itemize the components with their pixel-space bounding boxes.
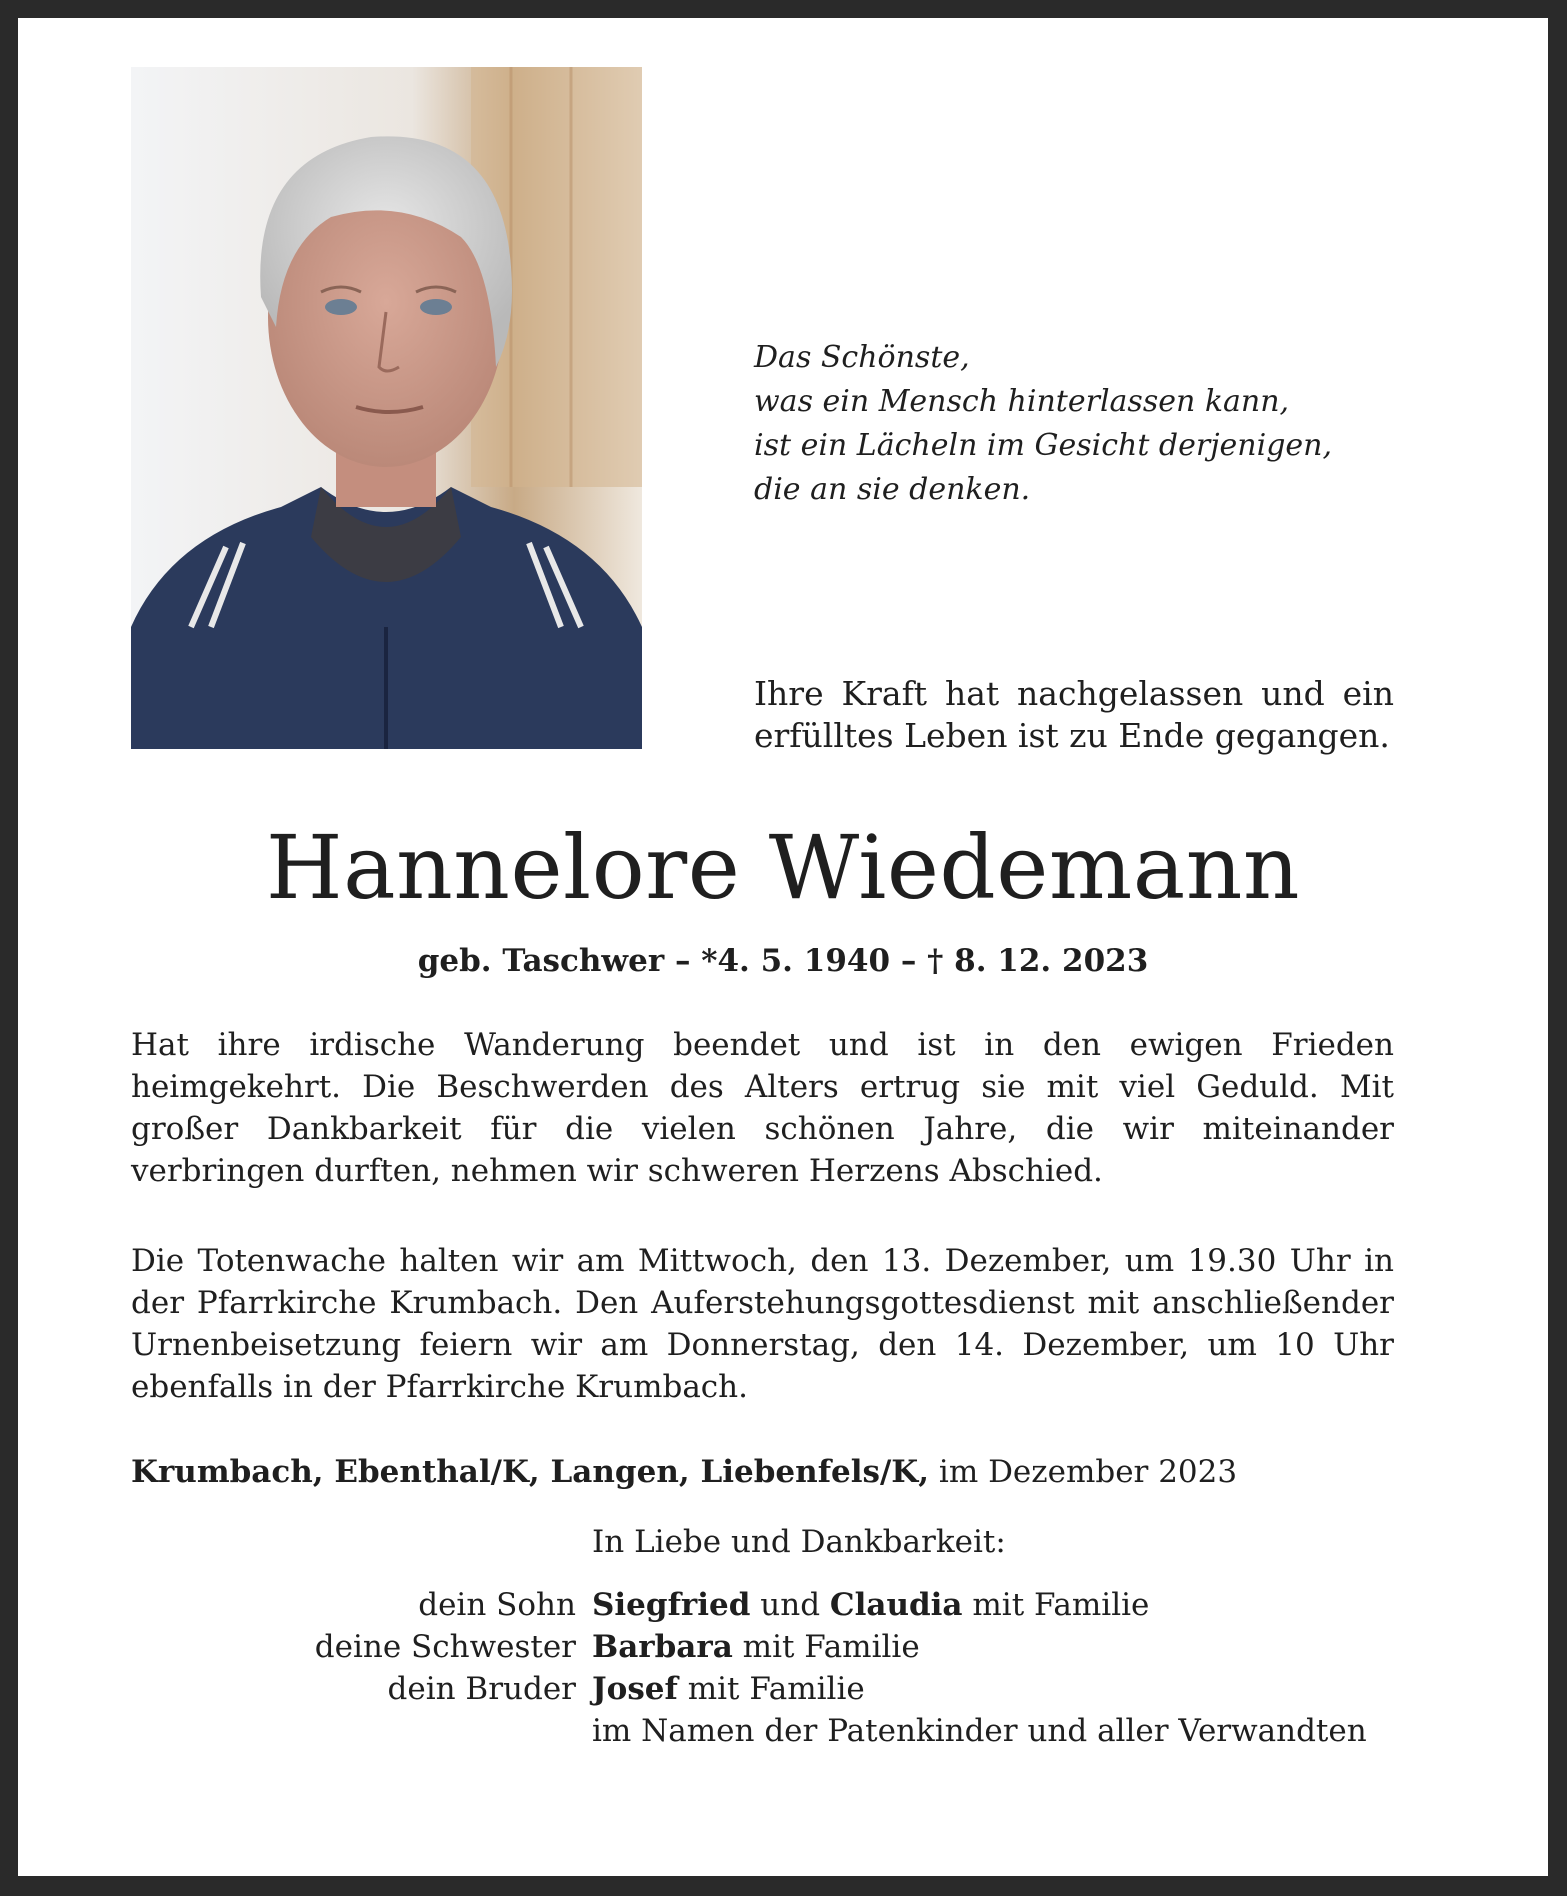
closing-line: im Namen der Patenkinder und aller Verwandten [592, 1713, 1367, 1749]
memorial-quote [754, 336, 1394, 512]
quote-line: die an sie denken. [754, 472, 1031, 507]
intro-text: Ihre Kraft hat nachgelassen und ein erfülltes Leben ist zu Ende gegangen. [754, 674, 1394, 755]
family-names [592, 1668, 865, 1710]
family-suffix: mit Familie [742, 1629, 920, 1665]
family-row [18, 1626, 1548, 1668]
family-names [592, 1584, 1149, 1626]
family-name: Siegfried [592, 1587, 751, 1623]
family-row [18, 1668, 1548, 1710]
portrait-photo [131, 67, 642, 749]
relation-label: dein Sohn [418, 1587, 576, 1623]
family-name: Josef [592, 1671, 678, 1707]
family-suffix: mit Familie [687, 1671, 865, 1707]
quote-line: ist ein Lächeln im Gesicht derjenigen, [754, 428, 1333, 463]
places-list: Krumbach, Ebenthal/K, Langen, Liebenfels/K, [131, 1454, 930, 1490]
deceased-name: Hannelore Wiedemann [265, 816, 1301, 919]
places-and-date [131, 1451, 1237, 1493]
family-names [592, 1626, 920, 1668]
signature-intro: In Liebe und Dankbarkeit: [592, 1524, 1006, 1560]
farewell-paragraph: Hat ihre irdische Wanderung beendet und ist in den ewigen Frieden heimgekehrt. Die Beschwerden des Alters ertrug sie mit viel Geduld. Mit großer Dankbarkeit für die vielen schönen Jahre, die wir miteinander verbringen durften, nehmen wir schweren Herzens Abschied. [131, 1027, 1394, 1189]
date-line: im Dezember 2023 [938, 1454, 1238, 1490]
obituary-page [18, 18, 1548, 1876]
quote-line: Das Schönste, [754, 340, 970, 375]
birth-death-dates: geb. Taschwer – *4. 5. 1940 – † 8. 12. 2023 [417, 943, 1149, 979]
relation-label: deine Schwester [314, 1629, 576, 1665]
relation-label: dein Bruder [387, 1671, 576, 1707]
family-row [18, 1584, 1548, 1626]
family-row [18, 1710, 1548, 1752]
service-details-paragraph: Die Totenwache halten wir am Mittwoch, den 13. Dezember, um 19.30 Uhr in der Pfarrkirche Krumbach. Den Auferstehungsgottesdienst mit anschließender Urnenbeisetzung feiern wir am Donnerstag, den 14. Dezember, um 10 Uhr ebenfalls in der Pfarrkirche Krumbach. [131, 1243, 1394, 1405]
conjunction: und [760, 1587, 821, 1623]
family-name: Claudia [829, 1587, 963, 1623]
family-name: Barbara [592, 1629, 733, 1665]
quote-line: was ein Mensch hinterlassen kann, [754, 384, 1290, 419]
family-suffix: mit Familie [972, 1587, 1150, 1623]
